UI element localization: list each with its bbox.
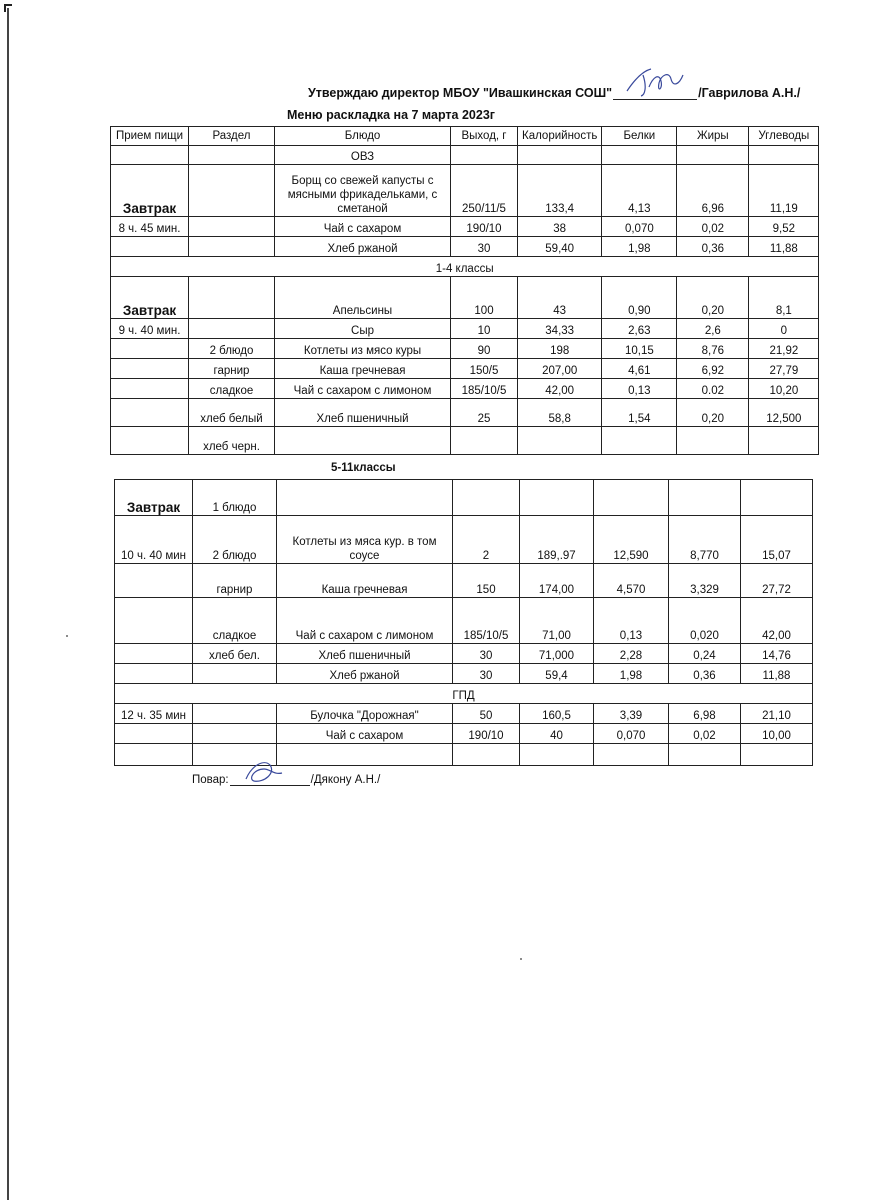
- dish-cell: Чай с сахаром: [275, 217, 451, 237]
- scan-left-edge: [7, 8, 9, 1200]
- meal-cell: 10 ч. 40 мин: [115, 516, 193, 564]
- dish-cell: Котлеты из мясо куры: [275, 339, 451, 359]
- yield-cell: 150/5: [451, 359, 518, 379]
- protein-cell: 1,98: [594, 664, 669, 684]
- dish-cell: Хлеб пшеничный: [277, 644, 453, 664]
- fat-cell: 0,020: [669, 598, 741, 644]
- protein-cell: 0,90: [602, 277, 677, 319]
- table-row: [115, 664, 813, 684]
- column-header: Калорийность: [518, 127, 602, 146]
- kcal-cell: 59,40: [518, 237, 602, 257]
- carbs-cell: 21,92: [749, 339, 819, 359]
- table-row: [111, 379, 819, 399]
- protein-cell: 4,13: [602, 165, 677, 217]
- approval-name: /Гаврилова А.Н./: [698, 86, 801, 100]
- dish-cell: Чай с сахаром с лимоном: [275, 379, 451, 399]
- section-cell: [193, 724, 277, 744]
- column-header: Выход, г: [451, 127, 518, 146]
- kcal-cell: 38: [518, 217, 602, 237]
- table-row: [115, 598, 813, 644]
- column-header: Углеводы: [749, 127, 819, 146]
- carbs-cell: 14,76: [741, 644, 813, 664]
- scan-speck: [66, 635, 68, 637]
- yield-cell: 90: [451, 339, 518, 359]
- header-row: [111, 127, 819, 146]
- meal-cell: [115, 664, 193, 684]
- empty-cell: [677, 146, 749, 165]
- table-row: [115, 744, 813, 766]
- protein-cell: 12,590: [594, 516, 669, 564]
- carbs-cell: 11,88: [741, 664, 813, 684]
- yield-cell: 190/10: [451, 217, 518, 237]
- yield-cell: [453, 744, 520, 766]
- protein-cell: 0,13: [594, 598, 669, 644]
- yield-cell: 25: [451, 399, 518, 427]
- kcal-cell: 59,4: [520, 664, 594, 684]
- section-cell: 1 блюдо: [193, 480, 277, 516]
- meal-cell: [111, 427, 189, 455]
- empty-cell: [451, 146, 518, 165]
- fat-cell: 0,36: [677, 237, 749, 257]
- section-cell: [189, 277, 275, 319]
- dish-cell: [275, 427, 451, 455]
- section-cell: [193, 664, 277, 684]
- section-label: ОВЗ: [275, 146, 451, 165]
- kcal-cell: 71,000: [520, 644, 594, 664]
- carbs-cell: 27,72: [741, 564, 813, 598]
- yield-cell: 30: [451, 237, 518, 257]
- section-cell: сладкое: [189, 379, 275, 399]
- yield-cell: 150: [453, 564, 520, 598]
- director-signature-icon: [613, 65, 697, 99]
- fat-cell: [669, 744, 741, 766]
- section-cell: [193, 704, 277, 724]
- section-cell: [189, 217, 275, 237]
- kcal-cell: 160,5: [520, 704, 594, 724]
- fat-cell: [677, 427, 749, 455]
- meal-cell: [115, 564, 193, 598]
- kcal-cell: 133,4: [518, 165, 602, 217]
- dish-cell: Булочка "Дорожная": [277, 704, 453, 724]
- kcal-cell: 207,00: [518, 359, 602, 379]
- yield-cell: [453, 480, 520, 516]
- yield-cell: 30: [453, 644, 520, 664]
- meal-cell: [111, 359, 189, 379]
- section-cell: сладкое: [193, 598, 277, 644]
- section-row: [111, 257, 819, 277]
- section-cell: 2 блюдо: [189, 339, 275, 359]
- yield-cell: 50: [453, 704, 520, 724]
- protein-cell: 0,070: [602, 217, 677, 237]
- dish-cell: Борщ со свежей капусты с мясными фрикадельками, с сметаной: [275, 165, 451, 217]
- meal-cell: 8 ч. 45 мин.: [111, 217, 189, 237]
- dish-cell: Хлеб пшеничный: [275, 399, 451, 427]
- carbs-cell: 8,1: [749, 277, 819, 319]
- carbs-cell: 12,500: [749, 399, 819, 427]
- carbs-cell: 21,10: [741, 704, 813, 724]
- fat-cell: 6,96: [677, 165, 749, 217]
- table-row: [111, 319, 819, 339]
- yield-cell: 190/10: [453, 724, 520, 744]
- dish-cell: Каша гречневая: [277, 564, 453, 598]
- dish-cell: [277, 480, 453, 516]
- table-row: [115, 644, 813, 664]
- table-row: [111, 217, 819, 237]
- menu-table-1: [110, 126, 819, 455]
- column-header: Жиры: [677, 127, 749, 146]
- fat-cell: 8,76: [677, 339, 749, 359]
- fat-cell: 6,98: [669, 704, 741, 724]
- section-cell: [189, 237, 275, 257]
- section-cell: хлеб белый: [189, 399, 275, 427]
- carbs-cell: 10,20: [749, 379, 819, 399]
- cook-signature-icon: [230, 755, 310, 785]
- scan-speck: [520, 958, 522, 960]
- empty-cell: [602, 146, 677, 165]
- cook-signature-line: [192, 771, 380, 786]
- approval-prefix: Утверждаю директор МБОУ "Ивашкинская СОШ": [308, 86, 613, 100]
- cook-label: Повар:: [192, 774, 229, 786]
- protein-cell: 1,98: [602, 237, 677, 257]
- fat-cell: 3,329: [669, 564, 741, 598]
- yield-cell: 185/10/5: [453, 598, 520, 644]
- cook-signature: [230, 771, 310, 786]
- dish-cell: Апельсины: [275, 277, 451, 319]
- column-header: Прием пищи: [111, 127, 189, 146]
- protein-cell: [594, 744, 669, 766]
- table-row: [115, 480, 813, 516]
- yield-cell: 30: [453, 664, 520, 684]
- section-row: [115, 684, 813, 704]
- carbs-cell: 0: [749, 319, 819, 339]
- protein-cell: 3,39: [594, 704, 669, 724]
- section-cell: гарнир: [189, 359, 275, 379]
- table-row: [115, 704, 813, 724]
- carbs-cell: 15,07: [741, 516, 813, 564]
- fat-cell: 0,20: [677, 277, 749, 319]
- fat-cell: 0,36: [669, 664, 741, 684]
- dish-cell: Котлеты из мяса кур. в том соусе: [277, 516, 453, 564]
- yield-cell: [451, 427, 518, 455]
- kcal-cell: 198: [518, 339, 602, 359]
- meal-cell: [111, 399, 189, 427]
- protein-cell: 2,63: [602, 319, 677, 339]
- cook-name: /Дякону А.Н./: [310, 774, 381, 786]
- carbs-cell: [741, 744, 813, 766]
- menu-table-2: [114, 479, 813, 766]
- column-header: Белки: [602, 127, 677, 146]
- table-row: [111, 339, 819, 359]
- carbs-cell: 27,79: [749, 359, 819, 379]
- empty-cell: [189, 146, 275, 165]
- kcal-cell: 40: [520, 724, 594, 744]
- kcal-cell: 71,00: [520, 598, 594, 644]
- kcal-cell: [520, 744, 594, 766]
- table-row: [111, 237, 819, 257]
- fat-cell: 6,92: [677, 359, 749, 379]
- carbs-cell: [749, 427, 819, 455]
- section-label-5-11: 5-11классы: [331, 462, 396, 474]
- yield-cell: 185/10/5: [451, 379, 518, 399]
- protein-cell: 2,28: [594, 644, 669, 664]
- table-row: [115, 724, 813, 744]
- fat-cell: 0,20: [677, 399, 749, 427]
- meal-cell: [115, 644, 193, 664]
- meal-cell: Завтрак: [115, 480, 193, 516]
- section-cell: гарнир: [193, 564, 277, 598]
- dish-cell: Хлеб ржаной: [275, 237, 451, 257]
- kcal-cell: 34,33: [518, 319, 602, 339]
- protein-cell: 1,54: [602, 399, 677, 427]
- kcal-cell: 189,.97: [520, 516, 594, 564]
- section-cell: [189, 319, 275, 339]
- fat-cell: 0.02: [677, 379, 749, 399]
- kcal-cell: 174,00: [520, 564, 594, 598]
- table-row: [111, 359, 819, 379]
- dish-cell: Хлеб ржаной: [277, 664, 453, 684]
- meal-cell: Завтрак: [111, 277, 189, 319]
- fat-cell: 0,24: [669, 644, 741, 664]
- carbs-cell: 11,88: [749, 237, 819, 257]
- section-cell: 2 блюдо: [193, 516, 277, 564]
- empty-cell: [111, 146, 189, 165]
- section-cell: хлеб черн.: [189, 427, 275, 455]
- dish-cell: Чай с сахаром: [277, 724, 453, 744]
- fat-cell: 2,6: [677, 319, 749, 339]
- approval-line: [308, 85, 800, 100]
- meal-cell: Завтрак: [111, 165, 189, 217]
- kcal-cell: [520, 480, 594, 516]
- meal-cell: [115, 598, 193, 644]
- meal-cell: [111, 237, 189, 257]
- table-row: [115, 564, 813, 598]
- dish-cell: Сыр: [275, 319, 451, 339]
- meal-cell: 9 ч. 40 мин.: [111, 319, 189, 339]
- yield-cell: 10: [451, 319, 518, 339]
- meal-cell: [111, 379, 189, 399]
- fat-cell: 8,770: [669, 516, 741, 564]
- carbs-cell: 11,19: [749, 165, 819, 217]
- dish-cell: Чай с сахаром с лимоном: [277, 598, 453, 644]
- empty-cell: [749, 146, 819, 165]
- protein-cell: 4,61: [602, 359, 677, 379]
- protein-cell: 10,15: [602, 339, 677, 359]
- director-signature: [613, 85, 697, 100]
- page-title: Меню раскладка на 7 марта 2023г: [287, 108, 495, 122]
- carbs-cell: 10,00: [741, 724, 813, 744]
- yield-cell: 100: [451, 277, 518, 319]
- column-header: Блюдо: [275, 127, 451, 146]
- meal-cell: [111, 339, 189, 359]
- carbs-cell: 42,00: [741, 598, 813, 644]
- table-row: [111, 277, 819, 319]
- meal-cell: 12 ч. 35 мин: [115, 704, 193, 724]
- section-label: ГПД: [115, 684, 813, 704]
- yield-cell: 250/11/5: [451, 165, 518, 217]
- kcal-cell: 43: [518, 277, 602, 319]
- protein-cell: 0,070: [594, 724, 669, 744]
- table-row: [111, 399, 819, 427]
- protein-cell: [602, 427, 677, 455]
- kcal-cell: 58,8: [518, 399, 602, 427]
- protein-cell: 0,13: [602, 379, 677, 399]
- section-cell: [189, 165, 275, 217]
- meal-cell: [115, 744, 193, 766]
- section-cell: хлеб бел.: [193, 644, 277, 664]
- table-row: [115, 516, 813, 564]
- carbs-cell: 9,52: [749, 217, 819, 237]
- carbs-cell: [741, 480, 813, 516]
- column-header: Раздел: [189, 127, 275, 146]
- protein-cell: 4,570: [594, 564, 669, 598]
- empty-cell: [518, 146, 602, 165]
- fat-cell: [669, 480, 741, 516]
- kcal-cell: [518, 427, 602, 455]
- fat-cell: 0,02: [677, 217, 749, 237]
- meal-cell: [115, 724, 193, 744]
- yield-cell: 2: [453, 516, 520, 564]
- kcal-cell: 42,00: [518, 379, 602, 399]
- section-label: 1-4 классы: [111, 257, 819, 277]
- protein-cell: [594, 480, 669, 516]
- table-row: [111, 427, 819, 455]
- section-row: [111, 146, 819, 165]
- table-row: [111, 165, 819, 217]
- dish-cell: Каша гречневая: [275, 359, 451, 379]
- fat-cell: 0,02: [669, 724, 741, 744]
